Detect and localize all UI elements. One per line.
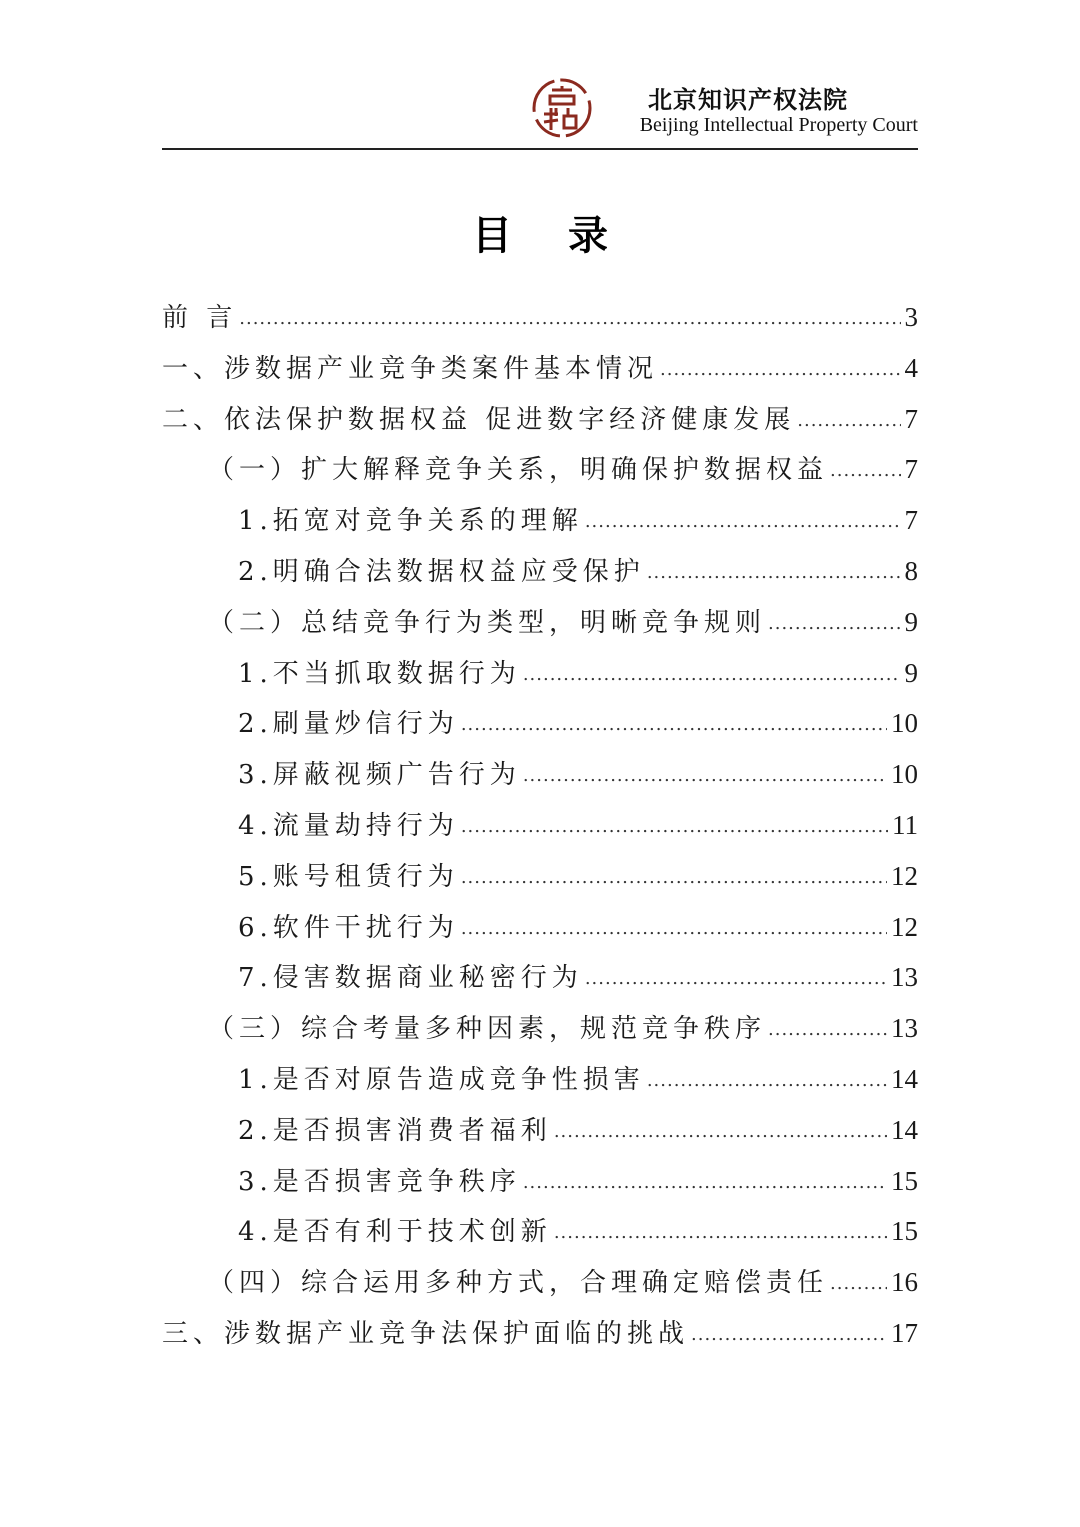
toc-entry-label: 7.侵害数据商业秘密行为	[238, 963, 583, 994]
toc-dot-leader	[830, 1259, 887, 1310]
toc-entry-label: 2.是否损害消费者福利	[238, 1115, 552, 1146]
toc-entry-page: 16	[891, 1267, 918, 1298]
toc-entry-page: 14	[891, 1063, 918, 1094]
toc-entry-label: （三）综合考量多种因素，规范竞争秩序	[208, 1014, 767, 1045]
toc-dot-leader	[523, 1158, 887, 1209]
toc-entry-page: 10	[891, 708, 918, 739]
toc-entry-page: 11	[892, 809, 918, 840]
toc-entry-page: 13	[891, 1013, 918, 1044]
toc-entry-label: 一、涉数据产业竞争类案件基本情况	[162, 353, 659, 384]
toc-entry-item[interactable]	[162, 1156, 918, 1207]
toc-entry-subsection[interactable]	[162, 1003, 918, 1054]
court-seal-logo	[530, 76, 594, 140]
toc-entry-page: 12	[891, 860, 918, 891]
toc-entry-label: 4.是否有利于技术创新	[238, 1217, 552, 1248]
toc-dot-leader	[461, 853, 887, 904]
toc-entry-label: （二）总结竞争行为类型，明晰竞争规则	[208, 607, 767, 638]
toc-entry-subsection[interactable]	[162, 1257, 918, 1308]
toc-entry-page: 13	[891, 962, 918, 993]
toc-entry-label: 5.账号租赁行为	[238, 861, 459, 892]
toc-entry-label: 1.拓宽对竞争关系的理解	[238, 506, 583, 537]
toc-dot-leader	[523, 650, 901, 701]
toc-entry-label: 3.屏蔽视频广告行为	[238, 760, 521, 791]
toc-entry-label: 1.是否对原告造成竞争性损害	[238, 1064, 645, 1095]
toc-entry-page: 12	[891, 911, 918, 942]
toc-entry-label: 2.明确合法数据权益应受保护	[238, 556, 645, 587]
toc-dot-leader	[768, 599, 900, 650]
toc-entry-item[interactable]	[162, 800, 918, 851]
toc-entry-label: 前 言	[162, 303, 238, 333]
toc-entry-section-1[interactable]	[162, 343, 918, 394]
toc-entry-label: 4.流量劫持行为	[238, 810, 459, 841]
toc-entry-page: 8	[904, 555, 918, 586]
toc-entry-item[interactable]	[162, 749, 918, 800]
toc-entry-label: 6.软件干扰行为	[238, 912, 459, 943]
toc-entry-subsection[interactable]	[162, 444, 918, 495]
toc-dot-leader	[461, 904, 887, 955]
toc-entry-section-3[interactable]	[162, 1308, 918, 1359]
toc-entry-label: 二、依法保护数据权益 促进数字经济健康发展	[162, 404, 796, 435]
toc-entry-page: 10	[891, 759, 918, 790]
toc-dot-leader	[647, 1056, 887, 1107]
toc-entry-preface[interactable]	[162, 292, 918, 343]
toc-entry-page: 15	[891, 1165, 918, 1196]
toc-entry-page: 9	[904, 657, 918, 688]
toc-entry-item[interactable]	[162, 902, 918, 953]
toc-dot-leader	[523, 751, 887, 802]
toc-entry-page: 15	[891, 1216, 918, 1247]
toc-entry-item[interactable]	[162, 648, 918, 699]
toc-entry-label: 1.不当抓取数据行为	[238, 658, 521, 689]
toc-entry-item[interactable]	[162, 1105, 918, 1156]
toc-title: 目录	[472, 213, 664, 259]
toc-dot-leader	[797, 396, 900, 447]
toc-entry-item[interactable]	[162, 952, 918, 1003]
court-name-cn: 北京知识产权法院	[648, 86, 848, 114]
toc-entry-page: 7	[904, 505, 918, 536]
toc-entry-label: 3.是否损害竞争秩序	[238, 1166, 521, 1197]
toc-entry-page: 7	[904, 454, 918, 485]
toc-entry-item[interactable]	[162, 1206, 918, 1257]
toc-entry-page: 14	[891, 1114, 918, 1145]
toc-dot-leader	[554, 1208, 887, 1259]
toc-dot-leader	[461, 700, 887, 751]
toc-entry-page: 3	[904, 302, 918, 332]
toc-entry-item[interactable]	[162, 546, 918, 597]
toc-entry-label: 三、涉数据产业竞争法保护面临的挑战	[162, 1318, 690, 1349]
toc-entry-item[interactable]	[162, 698, 918, 749]
toc-dot-leader	[647, 548, 901, 599]
toc-dot-leader	[768, 1005, 887, 1056]
toc-entry-section-2[interactable]	[162, 394, 918, 445]
toc-entry-item[interactable]	[162, 851, 918, 902]
toc-entry-page: 17	[891, 1317, 918, 1348]
toc-entry-label: （四）综合运用多种方式，合理确定赔偿责任	[208, 1268, 829, 1299]
toc-dot-leader	[585, 954, 887, 1005]
toc-entry-item[interactable]	[162, 1054, 918, 1105]
toc-entry-label: （一）扩大解释竞争关系，明确保护数据权益	[208, 455, 829, 486]
toc-dot-leader	[461, 802, 888, 853]
toc-entry-item[interactable]	[162, 495, 918, 546]
table-of-contents	[162, 292, 918, 1359]
toc-dot-leader	[830, 446, 900, 497]
page-header	[162, 70, 918, 150]
toc-dot-leader	[554, 1107, 887, 1158]
toc-dot-leader	[585, 497, 901, 548]
toc-entry-label: 2.刷量炒信行为	[238, 709, 459, 740]
toc-entry-page: 9	[904, 606, 918, 637]
toc-dot-leader	[239, 294, 900, 345]
toc-dot-leader	[660, 345, 900, 396]
court-name-en: Beijing Intellectual Property Court	[639, 114, 918, 136]
toc-dot-leader	[691, 1310, 887, 1361]
toc-entry-page: 7	[904, 403, 918, 434]
toc-entry-page: 4	[904, 352, 918, 383]
toc-entry-subsection[interactable]	[162, 597, 918, 648]
